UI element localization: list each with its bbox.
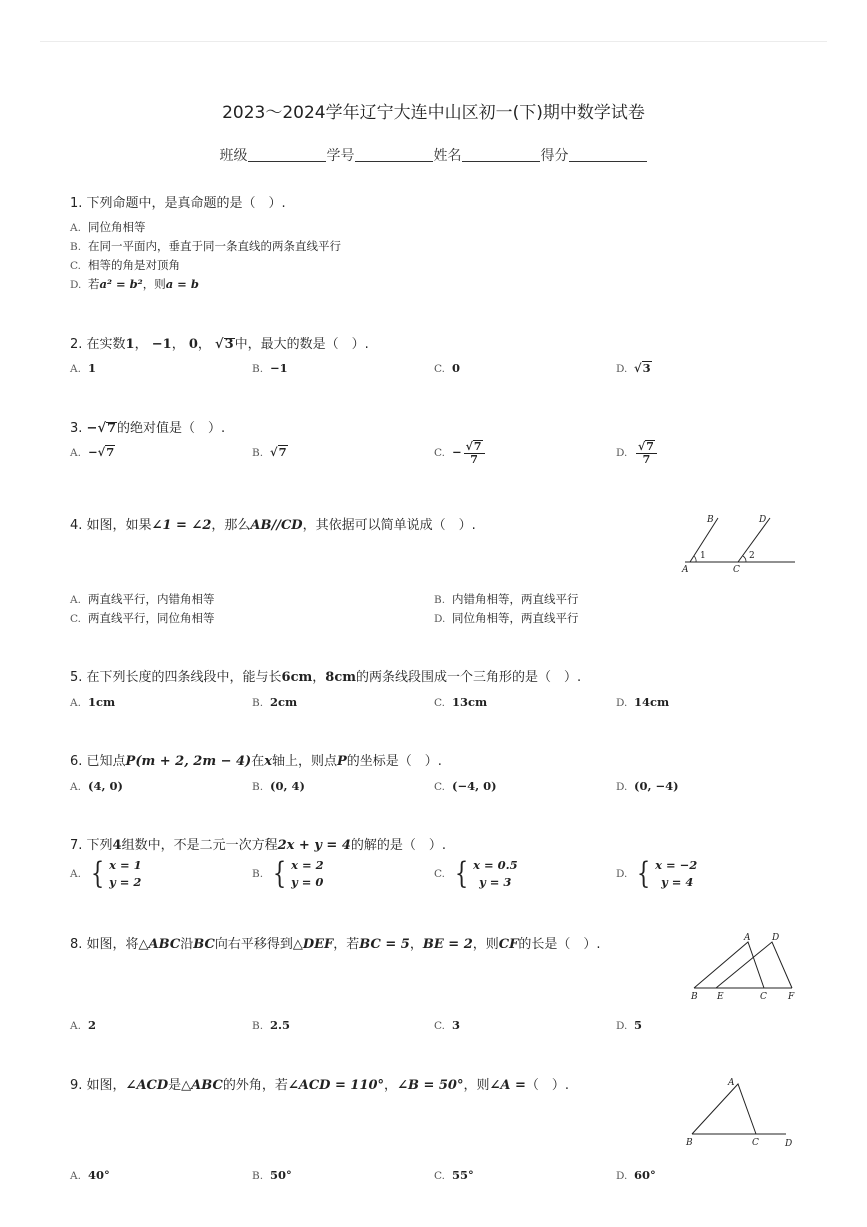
q9-label-d: D xyxy=(785,1139,793,1149)
q4-label-1: 1 xyxy=(700,551,706,561)
q1-option-c[interactable]: C. 相等的角是对顶角 xyxy=(70,258,180,272)
q4-label-d: D xyxy=(759,515,767,525)
q8-option-d[interactable]: D. 5 xyxy=(616,1018,643,1032)
student-info-line xyxy=(0,145,867,165)
q8-label-d: D xyxy=(772,933,780,943)
q8-label-a: A xyxy=(744,933,751,943)
class-blank[interactable] xyxy=(248,147,326,162)
number-label: 学号 xyxy=(326,148,355,164)
class-label: 班级 xyxy=(219,148,248,164)
q4-label-b: B xyxy=(707,515,714,525)
q4-label-2: 2 xyxy=(749,551,755,561)
q8-label-c: C xyxy=(760,992,767,1002)
question-4-stem: 4. 如图，如果∠1 = ∠2，那么AB//CD，其依据可以简单说成（ ）. xyxy=(70,518,476,533)
q3-option-c[interactable]: C. − $\frac{√7}{7}$ xyxy=(434,440,485,466)
q3-option-a[interactable]: A. −√7 xyxy=(70,445,115,459)
q9-option-b[interactable]: B. 50° xyxy=(252,1168,292,1182)
score-label: 得分 xyxy=(540,148,569,164)
question-5-stem: 5. 在下列长度的四条线段中，能与长6cm，8cm的两条线段围成一个三角形的是（ ）. xyxy=(70,670,582,685)
q9-option-d[interactable]: D. 60° xyxy=(616,1168,656,1182)
q7-option-b[interactable]: B. { x = 2 y = 0 xyxy=(252,856,324,891)
number-blank[interactable] xyxy=(355,147,433,162)
q9-label-c: C xyxy=(752,1138,759,1148)
q6-option-b[interactable]: B. (0, 4) xyxy=(252,779,305,793)
q4-option-c[interactable]: C. 两直线平行，同位角相等 xyxy=(70,611,215,625)
question-9-stem: 9. 如图，∠ACD是△ABC的外角，若∠ACD = 110°，∠B = 50°，则∠A =（ ）. xyxy=(70,1078,570,1093)
name-blank[interactable] xyxy=(462,147,540,162)
q2-option-a[interactable]: A. 1 xyxy=(70,361,97,375)
question-7-stem: 7. 下列4组数中，不是二元一次方程2x + y = 4的解的是（ ）. xyxy=(70,838,447,853)
q4-label-c: C xyxy=(733,565,740,575)
q7-option-d[interactable]: D. { x = −2 y = 4 xyxy=(616,856,698,891)
q4-option-a[interactable]: A. 两直线平行，内错角相等 xyxy=(70,592,215,606)
q2-option-c[interactable]: C. 0 xyxy=(434,361,461,375)
q4-label-a: A xyxy=(682,565,689,575)
q9-exterior-angle-figure xyxy=(682,1072,798,1152)
q9-option-a[interactable]: A. 40° xyxy=(70,1168,110,1182)
q8-label-b: B xyxy=(691,992,698,1002)
question-2-stem: 2. 在实数1， −1， 0， √3中，最大的数是（ ）. xyxy=(70,337,369,352)
question-3-stem: 3. −√7的绝对值是（ ）. xyxy=(70,421,226,436)
q1-option-b[interactable]: B. 在同一平面内，垂直于同一条直线的两条直线平行 xyxy=(70,239,341,253)
q2-option-b[interactable]: B. −1 xyxy=(252,361,288,375)
q9-label-b: B xyxy=(686,1138,693,1148)
q2-option-d[interactable]: D. √3 xyxy=(616,361,651,375)
question-1-stem: 1. 下列命题中，是真命题的是（ ）. xyxy=(70,196,286,211)
q6-option-d[interactable]: D. (0, −4) xyxy=(616,779,679,793)
q5-option-b[interactable]: B. 2cm xyxy=(252,695,298,709)
name-label: 姓名 xyxy=(433,148,462,164)
q1-option-a[interactable]: A. 同位角相等 xyxy=(70,220,146,234)
q9-option-c[interactable]: C. 55° xyxy=(434,1168,474,1182)
q5-option-c[interactable]: C. 13cm xyxy=(434,695,488,709)
q6-option-a[interactable]: A. (4, 0) xyxy=(70,779,123,793)
q8-translation-figure xyxy=(688,930,800,1004)
q4-parallel-lines-figure xyxy=(680,510,800,578)
question-8-stem: 8. 如图，将△ABC沿BC向右平移得到△DEF，若BC = 5，BE = 2，则CF的长是（ ）. xyxy=(70,937,601,952)
q5-option-d[interactable]: D. 14cm xyxy=(616,695,670,709)
q3-option-d[interactable]: D. $\frac{√7}{7}$ xyxy=(616,440,657,466)
q1-option-d[interactable]: D. 若a² = b²，则a = b xyxy=(70,277,199,291)
q9-label-a: A xyxy=(728,1078,735,1088)
q8-label-e: E xyxy=(717,992,724,1002)
q7-option-a[interactable]: A. { x = 1 y = 2 xyxy=(70,856,142,891)
q5-option-a[interactable]: A. 1cm xyxy=(70,695,116,709)
question-6-stem: 6. 已知点P(m + 2, 2m − 4)在x轴上，则点P的坐标是（ ）. xyxy=(70,754,442,769)
q4-option-d[interactable]: D. 同位角相等，两直线平行 xyxy=(434,611,579,625)
page-title: 2023～2024学年辽宁大连中山区初一(下)期中数学试卷 xyxy=(222,103,645,123)
q4-option-b[interactable]: B. 内错角相等，两直线平行 xyxy=(434,592,579,606)
q8-label-f: F xyxy=(788,992,795,1002)
top-divider xyxy=(40,41,827,42)
q8-option-c[interactable]: C. 3 xyxy=(434,1018,461,1032)
q3-option-b[interactable]: B. √7 xyxy=(252,445,287,459)
q8-option-a[interactable]: A. 2 xyxy=(70,1018,97,1032)
score-blank[interactable] xyxy=(569,147,647,162)
q7-option-c[interactable]: C. { x = 0.5 y = 3 xyxy=(434,856,518,891)
q6-option-c[interactable]: C. (−4, 0) xyxy=(434,779,497,793)
q8-option-b[interactable]: B. 2.5 xyxy=(252,1018,291,1032)
